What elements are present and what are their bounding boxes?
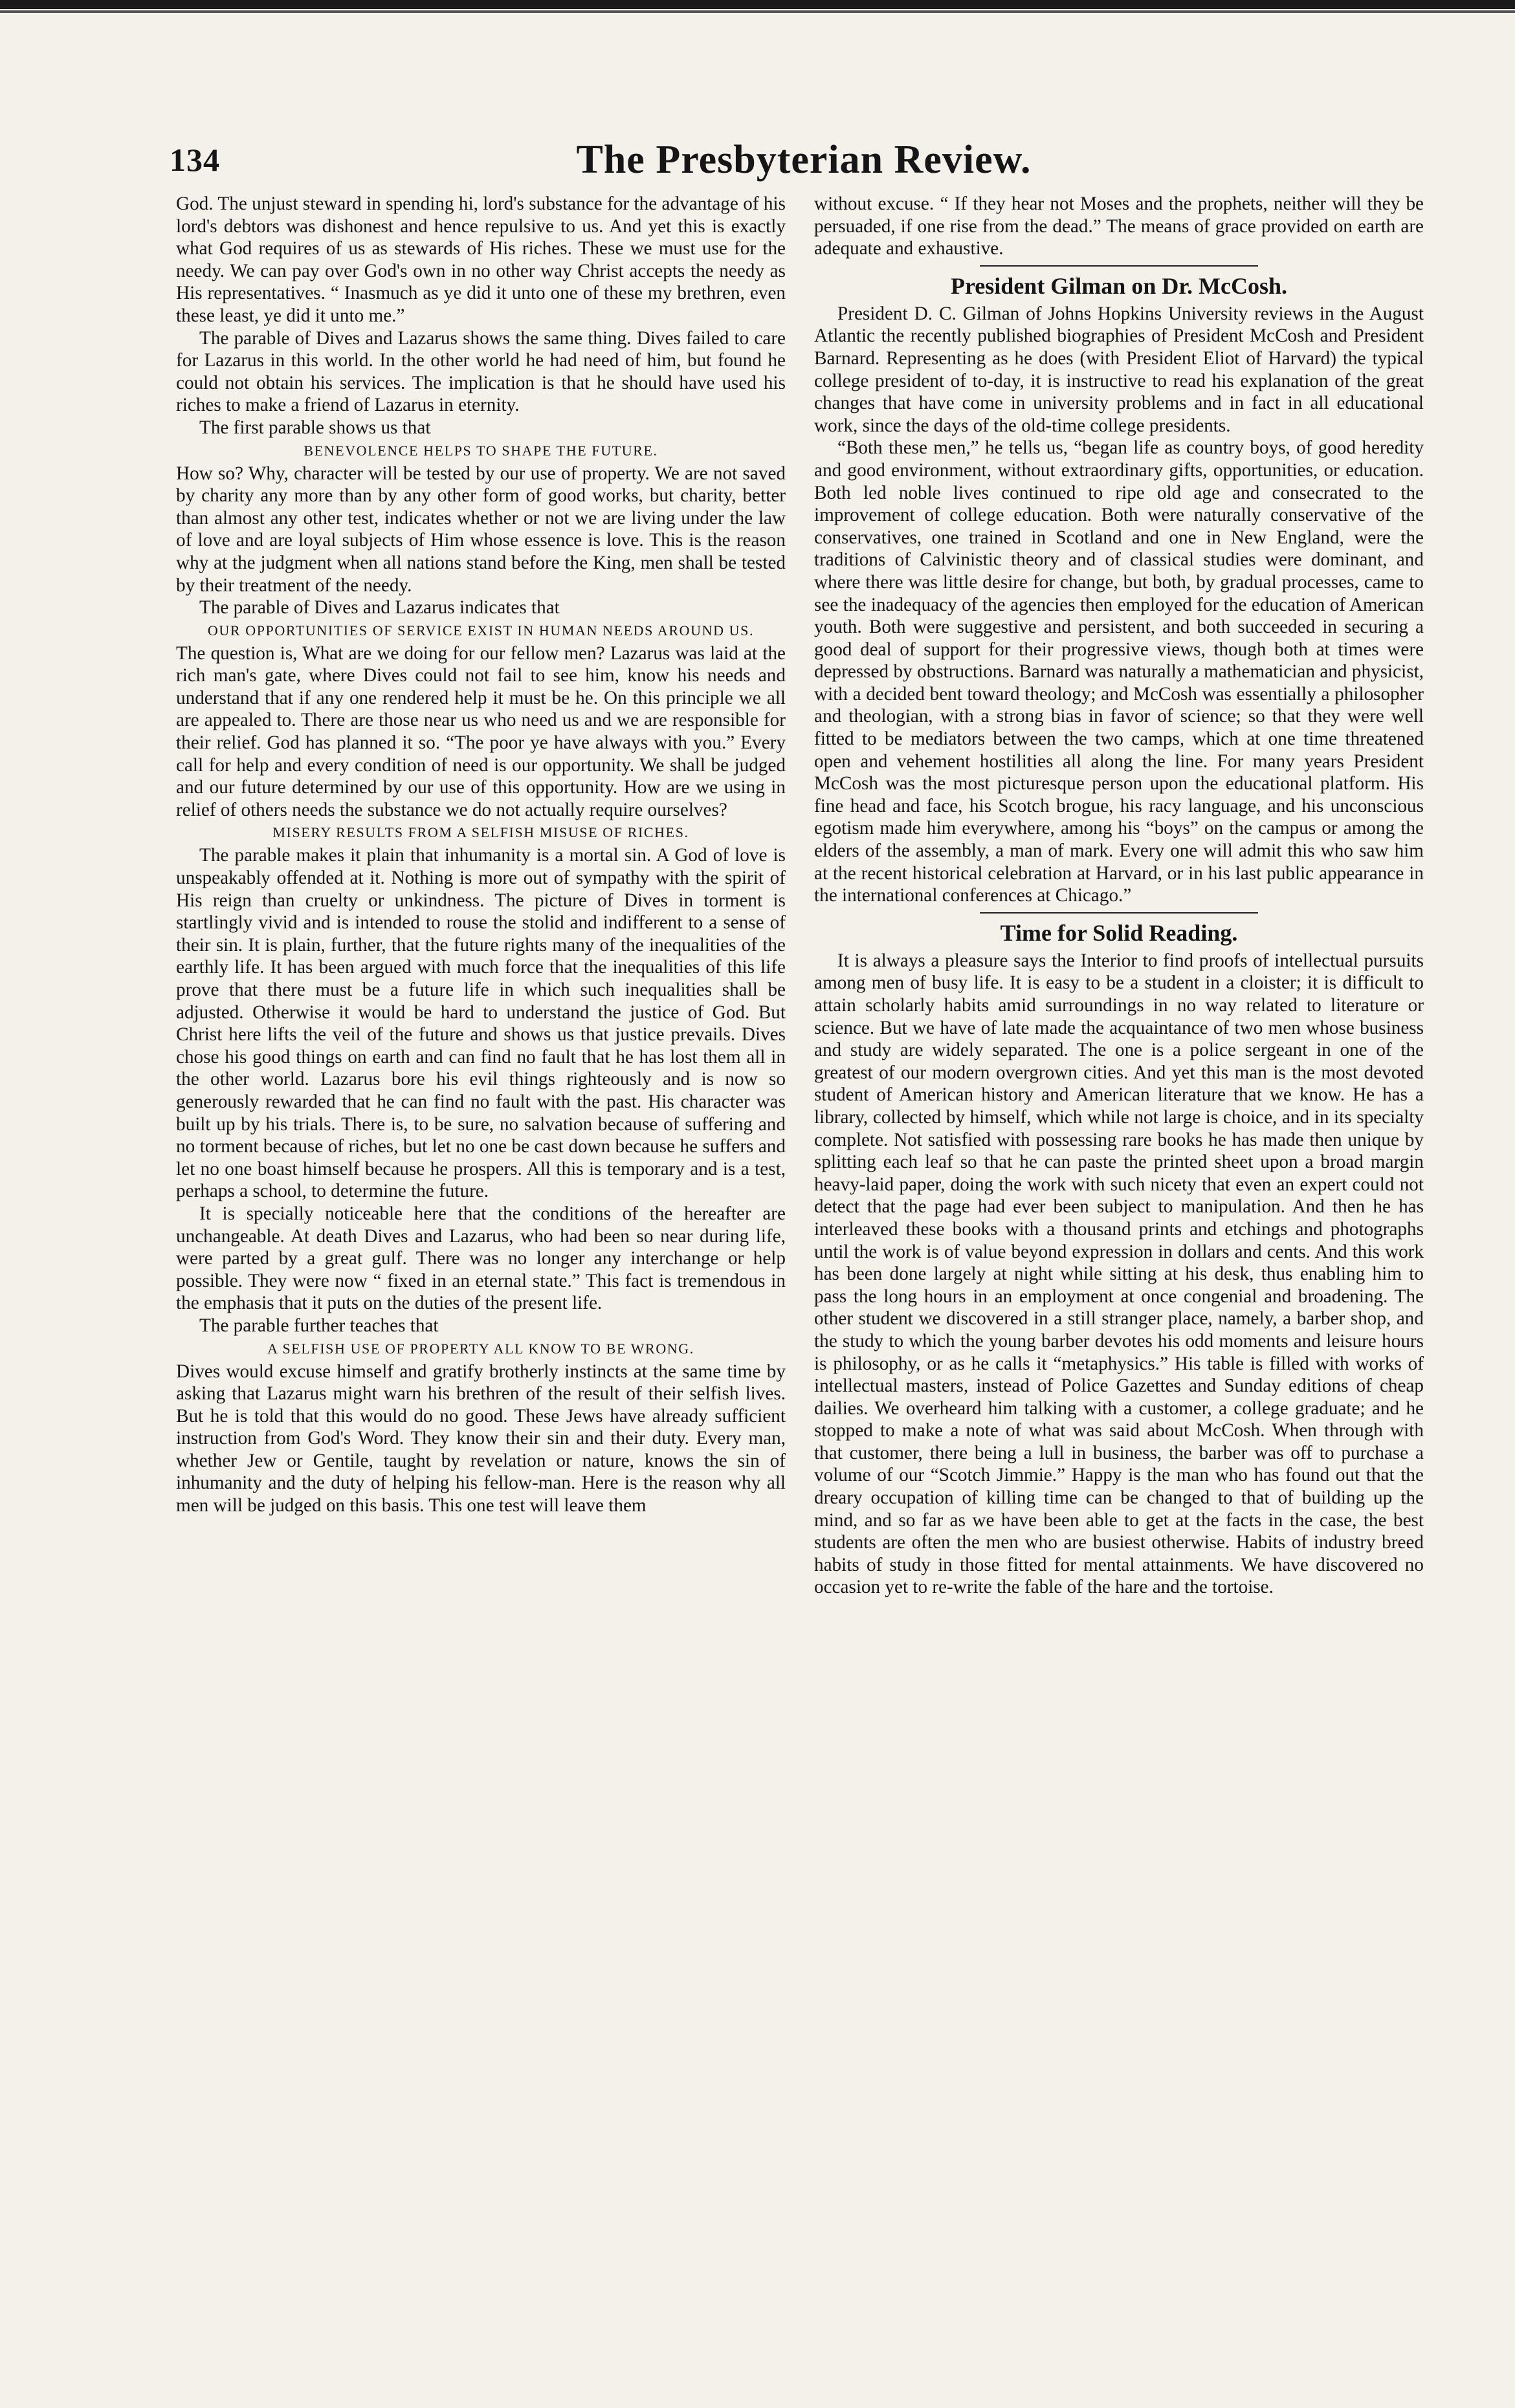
article-title: President Gilman on Dr. McCosh. (950, 272, 1287, 299)
paragraph: The parable makes it plain that inhumanity is a mortal sin. A God of love is unspeakably offended at it. Nothing is more out of sympathy with the spirit of His reign than cruelty or unkindness. The picture of Dives in torment is startlingly vivid and is intended to rouse the stolid and indifferent to a sense of their sin. It is plain, further, that the future rights many of the inequalities of the earthly life. It has been argued with much force that the inequalities of this life prove that there must be a future life in which such inequalities shall be adjusted. Otherwise it would be hard to understand the justice of God. But Christ here lifts the veil of the future and shows us that justice prevails. Dives chose his good things on earth and can find no fault that he has lost them all in the other world. Lazarus bore his evil things righteously and is now so generously rewarded that he can find no fault with the past. His character was built up by his trials. There is, to be sure, no salvation because of suffering and no torment because of riches, but let no one be cast down because he suffers and let no one boast himself because he prospers. All this is temporary and is a test, perhaps a school, to determine the future. (176, 845, 786, 1202)
paragraph: God. The unjust steward in spending hi, lord's substance for the advantage of his lord's debtors was dishonest and hence repulsive to us. And yet this is exactly what God requires of us as stewards of His riches. These we must use for the needy. We can pay over God's own in no other way Christ accepts the needy as His representatives. “ Inasmuch as ye did it unto one of these my brethren, even these least, ye did it unto me.” (176, 193, 786, 326)
page-header (170, 129, 1438, 188)
section-rule (980, 265, 1258, 267)
section-rule (980, 912, 1258, 914)
article-title: Time for Solid Reading. (1000, 919, 1238, 946)
section-subhead: OUR OPPORTUNITIES OF SERVICE EXIST IN HUMAN NEEDS AROUND US. (207, 622, 755, 639)
paragraph: How so? Why, character will be tested by our use of property. We are not saved by charity any more than by any other form of good works, but charity, better than almost any other test, indicates whether or not we are living under the law of love and are loyal subjects of Him whose essence is love. This is the reason why at the judgment when all nations stand before the King, men shall be tested by their treatment of the needy. (176, 463, 786, 596)
right-column (814, 193, 1424, 2380)
paragraph: The parable further teaches that (199, 1315, 439, 1336)
section-subhead: A SELFISH USE OF PROPERTY ALL KNOW TO BE WRONG. (267, 1340, 694, 1357)
paragraph: The parable of Dives and Lazarus indicates that (199, 597, 560, 618)
top-border-secondary (0, 10, 1515, 13)
section-subhead: BENEVOLENCE HELPS TO SHAPE THE FUTURE. (304, 442, 658, 459)
paragraph: It is specially noticeable here that the conditions of the hereafter are unchangeable. At death Dives and Lazarus, who had been so near during life, were parted by a great gulf. There was no longer any interchange or help possible. They were now “ fixed in an eternal state.” This fact is tremendous in the emphasis that it puts on the duties of the present life. (176, 1203, 786, 1314)
paragraph: without excuse. “ If they hear not Moses and the prophets, neither will they be persuaded, if one rise from the dead.” The means of grace provided on earth are adequate and exhaustive. (814, 193, 1424, 259)
paragraph: “Both these men,” he tells us, “began life as country boys, of good heredity and good environment, without extraordinary gifts, opportunities, or education. Both led noble lives continued to ripe old age and consecrated to the improvement of college education. Both were naturally conservative of the conservatives, one trained in Scotland and one in New England, were the traditions of Calvinistic theory and of classical studies were dominant, and where there was little desire for change, but both, by gradual processes, came to see the inadequacy of the agencies then employed for the education of American youth. Both were suggestive and persistent, and both succeeded in securing a good deal of support for their progressive views, though both at times were depressed by obstructions. Barnard was naturally a mathematician and physicist, with a decided bent toward theology; and McCosh was essentially a philosopher and theologian, with a strong bias in favor of science; so that they were well fitted to be mediators between the two camps, which at one time threatened open and vehement hostilities all along the line. For many years President McCosh was the most picturesque person upon the educational platform. His fine head and face, his Scotch brogue, his racy language, and his unconscious egotism made him everywhere, among his “boys” on the campus or among the elders of the assembly, a man of mark. Every one will admit this who saw him at the recent historical celebration at Harvard, or in his last public appearance in the international conferences at Chicago.” (814, 437, 1424, 906)
section-subhead: MISERY RESULTS FROM A SELFISH MISUSE OF RICHES. (272, 824, 689, 841)
journal-title: The Presbyterian Review. (576, 138, 1032, 182)
paragraph: The question is, What are we doing for our fellow men? Lazarus was laid at the rich man's gate, where Dives could not fail to see him, know his needs and understand that if any one rendered help it must be he. On this principle we all are appealed to. There are those near us who need us and we are responsible for their relief. God has planned it so. “The poor ye have always with you.” Every call for help and every condition of need is our opportunity. We shall be judged and our future determined by our use of this opportunity. How are we using in relief of others needs the substance we do not actually require ourselves? (176, 642, 786, 820)
paragraph: President D. C. Gilman of Johns Hopkins University reviews in the August Atlantic the recently published biographies of President McCosh and President Barnard. Representing as he does (with President Eliot of Harvard) the typical college president of to-day, it is instructive to read his explanation of the great changes that have come in university problems and in fact in all educational work, since the days of the old-time college presidents. (814, 303, 1424, 436)
paragraph: Dives would excuse himself and gratify brotherly instincts at the same time by asking that Lazarus might warn his brethren of the result of their selfish lives. But he is told that this would do no good. These Jews have already sufficient instruction from God's Word. They know their sin and their duty. Every man, whether Jew or Gentile, taught by revelation or nature, knows the sin of inhumanity and the duty of helping his fellow-man. Here is the reason why all men will be judged on this basis. This one test will leave them (176, 1361, 786, 1516)
page-number: 134 (170, 142, 220, 178)
paragraph: The first parable shows us that (199, 417, 431, 438)
paragraph: The parable of Dives and Lazarus shows the same thing. Dives failed to care for Lazarus in this world. In the other world he had need of him, but found he could not obtain his services. The implication is that he should have used his riches to make a friend of Lazarus in eternity. (176, 327, 786, 416)
left-column (176, 193, 786, 2380)
paragraph: It is always a pleasure says the Interior to find proofs of intellectual pursuits among men of busy life. It is easy to be a student in a cloister; it is difficult to attain scholarly habits amid surroundings in no way related to literature or science. But we have of late made the acquaintance of two men whose business and study are widely separated. The one is a police sergeant in one of the greatest of our modern overgrown cities. And yet this man is the most devoted student of American history and American literature that we know. He has a library, collected by himself, which while not large is choice, and in its specialty complete. Not satisfied with possessing rare books he has made then unique by splitting each leaf so that he can paste the printed sheet upon a broad margin heavy-laid paper, doing the work with such nicety that even an expert could not detect that the page had ever been subject to manipulation. And then he has interleaved these books with a thousand prints and etchings and photographs until the work is of value beyond expression in dollars and cents. And this work has been done largely at night while sitting at his desk, thus enabling him to pass the long hours in an employment at once congenial and broadening. The other student we discovered in a still stranger place, namely, a barber shop, and the study to which the young barber devotes his odd moments and leisure hours is philosophy, or as he calls it “metaphysics.” His table is filled with works of intellectual masters, instead of Police Gazettes and Sunday editions of cheap dailies. We overheard him talking with a customer, a college graduate; and he stopped to make a note of what was said about McCosh. When through with that customer, there being a lull in business, the barber was off to purchase a volume of our “Scotch Jimmie.” Happy is the man who has found out that the dreary occupation of killing time can be changed to that of building up the mind, and so far as we have been able to get at the facts in the case, the best students are often the men who are busiest otherwise. Habits of industry breed habits of study in those fitted for mental attainments. We have discovered no occasion yet to re-write the fable of the hare and the tortoise. (814, 950, 1424, 1598)
top-border (0, 0, 1515, 9)
